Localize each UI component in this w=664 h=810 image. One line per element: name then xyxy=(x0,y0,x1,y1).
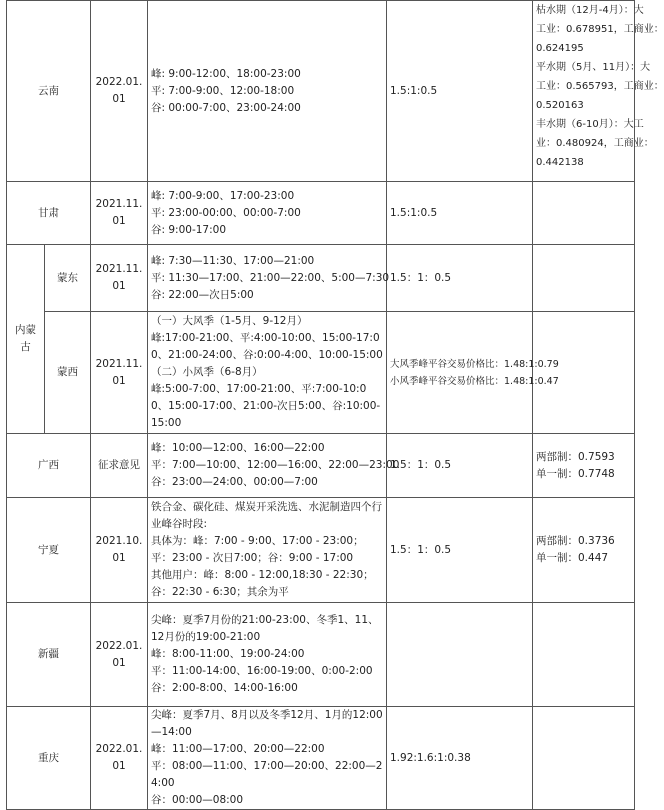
notes-cell xyxy=(533,245,635,312)
note-line: 单一制：0.447 xyxy=(536,552,609,564)
periods-cell xyxy=(148,707,387,810)
note-line: 0.624195 xyxy=(536,43,584,54)
note-line: 工业：0.565793，工商业： xyxy=(536,81,664,92)
table-row xyxy=(7,603,635,707)
period-line: 铁合金、碳化硅、煤炭开采洗选、水泥制造四个行业峰谷时段: xyxy=(151,501,382,530)
period-line: 谷：2:00-8:00、14:00-16:00 xyxy=(151,682,298,694)
note-line: 0.520163 xyxy=(536,100,584,111)
periods-cell xyxy=(148,498,387,603)
region-cell: 重庆 xyxy=(7,707,91,810)
date-cell: 2021.11.01 xyxy=(91,245,148,312)
period-line: 峰：11:00—17:00、20:00—22:00 xyxy=(151,743,325,755)
table-row xyxy=(7,707,635,810)
date-cell: 2021.10.01 xyxy=(91,498,148,603)
period-line: 峰:17:00-21:00、平:4:00-10:00、15:00-17:00、21:00-24:00、谷:0:00-4:00、10:00-15:00 xyxy=(151,332,383,361)
ratio-cell xyxy=(387,312,559,434)
table-row xyxy=(7,182,635,245)
period-line: 峰：10:00—12:00、16:00—22:00 xyxy=(151,442,325,454)
date-cell: 2022.01.01 xyxy=(91,1,148,182)
period-line: 具体为：峰：7:00 - 9:00、17:00 - 23:00；平：23:00 - 次日7:00；谷：9:00 - 17:00 xyxy=(151,535,364,564)
date-cell: 2022.01.01 xyxy=(91,603,148,707)
tou-price-table xyxy=(6,0,664,810)
period-line: 尖峰：夏季7月份的21:00-23:00、冬季1、11、12月份的19:00-21:00 xyxy=(151,614,379,643)
notes-cell xyxy=(533,498,635,603)
ratio-cell: 1.5:1:0.5 xyxy=(387,182,533,245)
notes-cell xyxy=(533,603,635,707)
date-cell: 2021.11.01 xyxy=(91,312,148,434)
date-cell: 2022.01.01 xyxy=(91,707,148,810)
period-line: 平：11:00-14:00、16:00-19:00、0:00-2:00 xyxy=(151,665,373,677)
note-line: 平水期（5月、11月）：大 xyxy=(536,62,651,73)
ratio-line: 小风季峰平谷交易价格比：1.48:1:0.47 xyxy=(390,375,559,387)
ratio-cell: 1.5:1:0.5 xyxy=(387,1,533,182)
period-line: （一）大风季（1-5月、9-12月） xyxy=(151,315,308,327)
region-cell: 新疆 xyxy=(7,603,91,707)
period-line: 平：08:00—11:00、17:00—20:00、22:00—24:00 xyxy=(151,760,383,789)
ratio-line: 大风季峰平谷交易价格比：1.48:1:0.79 xyxy=(390,358,559,370)
note-line: 单一制：0.7748 xyxy=(536,467,615,480)
periods-cell xyxy=(148,182,387,245)
periods-cell xyxy=(148,603,387,707)
periods-cell xyxy=(148,1,387,182)
ratio-cell: 1.5：1：0.5 xyxy=(387,434,533,498)
notes-cell xyxy=(533,182,635,245)
period-line: 平: 11:30—17:00、21:00—22:00、5:00—7:30 xyxy=(151,271,390,284)
period-line: 平: 23:00-00:00、00:00-7:00 xyxy=(151,206,301,219)
period-line: 峰：8:00-11:00、19:00-24:00 xyxy=(151,648,305,660)
period-line: 谷: 22:00—次日5:00 xyxy=(151,288,254,301)
table-row xyxy=(7,498,635,603)
ratio-cell: 1.5：1：0.5 xyxy=(387,498,533,603)
period-line: 峰: 7:30—11:30、17:00—21:00 xyxy=(151,254,315,267)
subregion-cell: 蒙西 xyxy=(45,312,91,434)
note-line: 两部制：0.3736 xyxy=(536,535,615,547)
note-line: 0.442138 xyxy=(536,157,584,168)
region-cell: 甘肃 xyxy=(7,182,91,245)
period-line: 谷：00:00—08:00 xyxy=(151,794,244,806)
period-line: 尖峰：夏季7月、8月以及冬季12月、1月的12:00—14:00 xyxy=(151,709,383,738)
notes-cell xyxy=(533,707,635,810)
note-line: 工业：0.678951，工商业： xyxy=(536,24,664,35)
date-cell: 征求意见 xyxy=(91,434,148,498)
region-cell: 云南 xyxy=(7,1,91,182)
period-line: 平: 7:00-9:00、12:00-18:00 xyxy=(151,84,295,97)
period-line: 其他用户：峰：8:00 - 12:00,18:30 - 22:30；谷：22:30 - 6:30；其余为平 xyxy=(151,569,374,598)
period-line: 谷: 9:00-17:00 xyxy=(151,223,227,236)
period-line: 峰: 9:00-12:00、18:00-23:00 xyxy=(151,67,301,80)
region-cell: 宁夏 xyxy=(7,498,91,603)
notes-cell xyxy=(533,1,664,182)
ratio-cell: 1.92:1.6:1:0.38 xyxy=(387,707,533,810)
period-line: （二）小风季（6-8月） xyxy=(151,366,263,378)
note-line: 丰水期（6-10月）：大工 xyxy=(536,119,644,130)
notes-cell xyxy=(533,434,635,498)
date-cell: 2021.11.01 xyxy=(91,182,148,245)
region-cell: 广西 xyxy=(7,434,91,498)
ratio-cell xyxy=(387,603,533,707)
table-row xyxy=(7,434,635,498)
region-cell: 内蒙古 xyxy=(7,245,45,434)
table-row xyxy=(7,312,635,434)
table-row xyxy=(7,1,635,182)
periods-cell xyxy=(148,245,390,312)
period-line: 谷: 00:00-7:00、23:00-24:00 xyxy=(151,101,301,114)
periods-cell xyxy=(148,312,387,434)
period-line: 平：7:00—10:00、12:00—16:00、22:00—23:00 xyxy=(151,459,400,471)
ratio-cell: 1.5：1：0.5 xyxy=(387,245,533,312)
note-line: 业：0.480924，工商业： xyxy=(536,138,654,149)
periods-cell xyxy=(148,434,400,498)
note-line: 枯水期（12月-4月）：大 xyxy=(536,5,644,16)
period-line: 峰: 7:00-9:00、17:00-23:00 xyxy=(151,189,295,202)
period-line: 谷：23:00—24:00、00:00—7:00 xyxy=(151,476,318,488)
period-line: 峰:5:00-7:00、17:00-21:00、平:7:00-10:00、15:00-17:00、21:00-次日5:00、谷:10:00-15:00 xyxy=(151,383,381,429)
notes-cell xyxy=(533,312,635,434)
note-line: 两部制：0.7593 xyxy=(536,450,615,463)
subregion-cell: 蒙东 xyxy=(45,245,91,312)
table-row xyxy=(7,245,635,312)
